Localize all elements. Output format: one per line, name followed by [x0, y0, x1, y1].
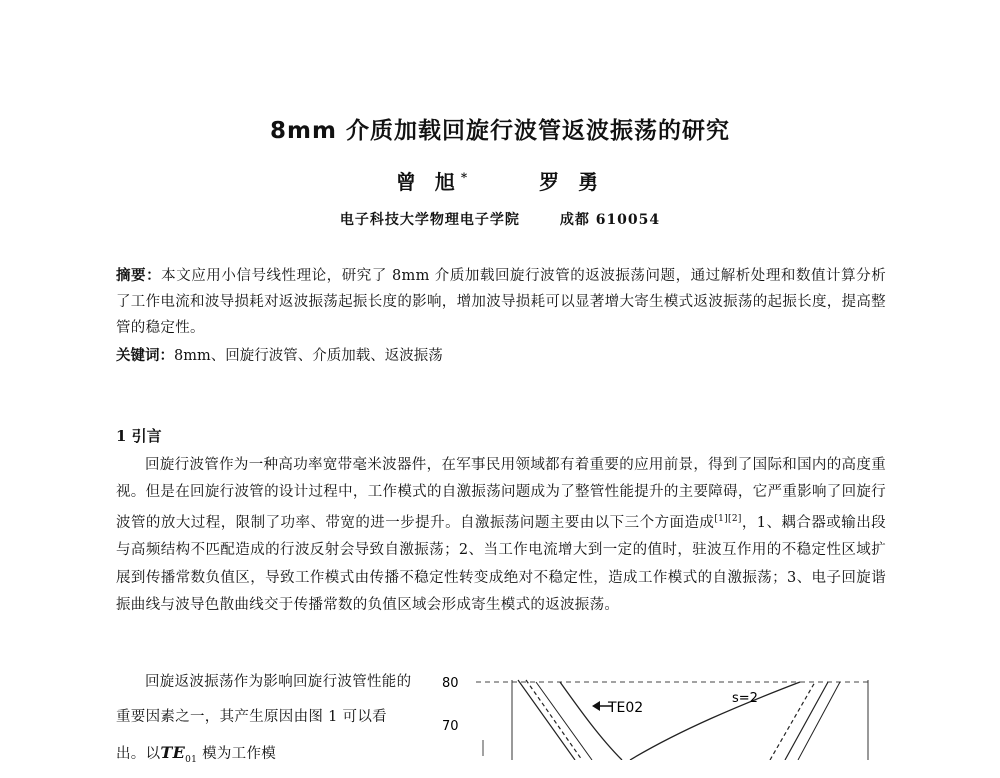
keywords-label: 关键词：: [116, 348, 174, 364]
author-list: [0, 166, 1000, 195]
author-1: 曾 旭: [395, 170, 461, 194]
keywords-text: 8mm、回旋行波管、介质加载、返波振荡: [174, 348, 443, 364]
abstract: [116, 263, 886, 341]
author-2: 罗 勇: [539, 170, 605, 194]
arrow-head: [592, 701, 600, 711]
discussion-text-b: 模为工作模: [197, 746, 277, 762]
figure-1: [440, 660, 880, 760]
abstract-label: 摘要：: [116, 268, 162, 284]
curve-right-3: [798, 682, 840, 760]
section-heading-intro: 1 引言: [116, 427, 162, 445]
affiliation-location: 成都 610054: [559, 212, 661, 228]
curve-right-1: [770, 682, 815, 760]
figure-discussion-paragraph: [116, 665, 412, 778]
y-tick-80: 80: [442, 676, 459, 691]
curve-left-3: [536, 682, 592, 760]
mode-symbol: TE: [160, 743, 186, 762]
paper-title: 8mm 介质加载回旋行波管返波振荡的研究: [270, 118, 730, 144]
keywords: [116, 344, 886, 368]
abstract-text: 本文应用小信号线性理论，研究了 8mm 介质加载回旋行波管的返波振荡问题，通过解析处理和数值计算分析了工作电流和波导损耗对返波振荡起振长度的影响，增加波导损耗可以显著增大寄生模式返波振荡的起振长度，提高整管的稳定性。: [116, 268, 886, 336]
mode-subscript: 01: [185, 754, 198, 765]
curve-right-2: [785, 682, 828, 760]
citation-ref: [1][2]: [714, 514, 742, 525]
dispersion-plot: [440, 660, 880, 760]
label-te02: TE02: [608, 700, 644, 716]
intro-text-b: ，1、耦合器或输出段与高频结构不匹配造成的行波反射会导致自激振荡；2、当工作电流增大到一定的值时，驻波互作用的不稳定性区域扩展到传播常数负值区，导致工作模式由传播不稳定性转变成绝对不稳定性，造成工作模式的自激振荡；3、电子回旋谐振曲线与波导色散曲线交于传播常数的负值区域会形成寄生模式的返波振荡。: [116, 515, 886, 613]
label-s2: s=2: [732, 691, 758, 706]
curve-left-2: [526, 680, 582, 760]
intro-text-a: 回旋行波管作为一种高功率宽带毫米波器件，在军事民用领域都有着重要的应用前景，得到了国际和国内的高度重视。但是在回旋行波管的设计过程中，工作模式的自激振荡问题成为了整管性能提升的主要障碍，它严重影响了回旋行波管的放大过程，限制了功率、带宽的进一步提升。自激振荡问题主要由以下三个方面造成: [116, 457, 886, 532]
intro-paragraph: [116, 452, 886, 619]
harmonic-line-s2: [630, 682, 800, 760]
te02-dispersion-curve: [560, 682, 622, 760]
author-1-mark: *: [460, 170, 468, 185]
discussion-text-a: 回旋返波振荡作为影响回旋行波管性能的重要因素之一，其产生原因由图 1 可以看出。以: [116, 674, 412, 762]
y-tick-70: 70: [442, 719, 459, 734]
affiliation: [0, 209, 1000, 229]
affiliation-institution: 电子科技大学物理电子学院: [339, 212, 520, 228]
